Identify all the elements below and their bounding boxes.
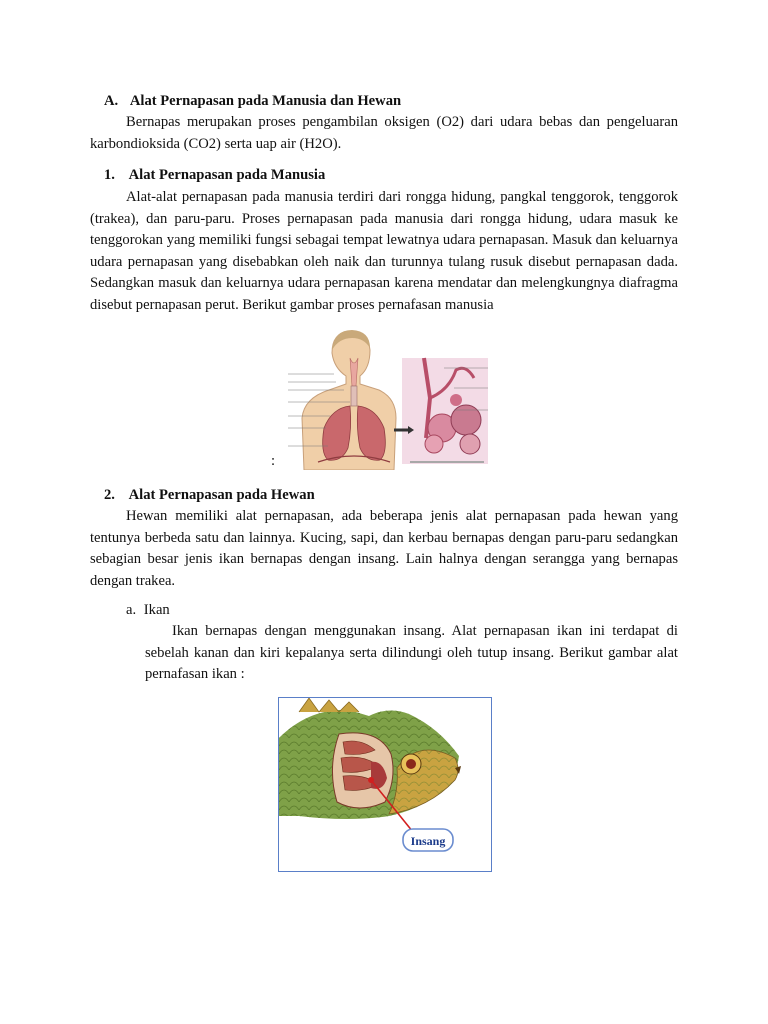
section-2-heading [104,485,315,507]
section-a-number: A. [104,93,119,109]
section-a-title: Alat Pernapasan pada Manusia dan Hewan [129,93,402,109]
section-a-heading [104,91,401,113]
section-1-heading [104,165,325,187]
figure-caption-mark: : [271,453,276,469]
section-2-title: Alat Pernapasan pada Hewan [128,487,315,503]
section-1-title: Alat Pernapasan pada Manusia [128,167,326,183]
subsection-a-paragraph: Ikan bernapas dengan menggunakan insang. Alat pernapasan ikan ini terdapat di sebelah kanan dan kiri kepalanya serta dilindungi oleh tutup insang. Berikut gambar alat pernafasan ikan : [145,623,678,682]
section-2-number: 2. [104,487,115,503]
section-2-paragraph: Hewan memiliki alat pernapasan, ada beberapa jenis alat pernapasan pada hewan yang tentunya berbeda satu dan lainnya. Kucing, sapi, dan kerbau bernapas dengan paru-paru sedangkan sebagian besar jenis ikan bernapas dengan insang. Lain halnya dengan serangga yang bernapas dengan trakea. [90,508,678,589]
fish-figure-label: Insang [410,834,446,848]
pointer-dot [368,777,374,783]
subsection-a-title: Ikan [143,602,170,618]
section-1-number: 1. [104,167,115,183]
human-respiratory-illustration [284,328,490,470]
alveoli-detail-icon [394,358,488,464]
subsection-a-number: a. [126,602,137,618]
section-a-paragraph: Bernapas merupakan proses pengambilan oksigen (O2) dari udara bebas dan pengeluaran karbondioksida (CO2) serta uap air (H2O). [90,114,678,152]
fish-gill-figure [278,697,492,872]
section-1-paragraph: Alat-alat pernapasan pada manusia terdiri dari rongga hidung, pangkal tenggorok, tenggorok (trakea), dan paru-paru. Proses pernapasan pada manusia dari rongga hidung, udara masuk ke tenggorokan yang memiliki fungsi sebagai tempat lewatnya udara pernapasan. Masuk dan keluarnya udara pernapasan yang disebabkan oleh naik dan turunnya tulang rusuk disebut pernapasan dada. Sedangkan masuk dan keluarnya udara pernapasan karena mendatar dan melengkungnya diafragma disebut pernapasan perut. Berikut gambar proses pernafasan manusia [90,189,678,313]
human-respiratory-figure [284,328,490,470]
fish-icon [279,698,461,819]
fish-gill-illustration [279,698,491,871]
subsection-a-heading [126,600,170,622]
